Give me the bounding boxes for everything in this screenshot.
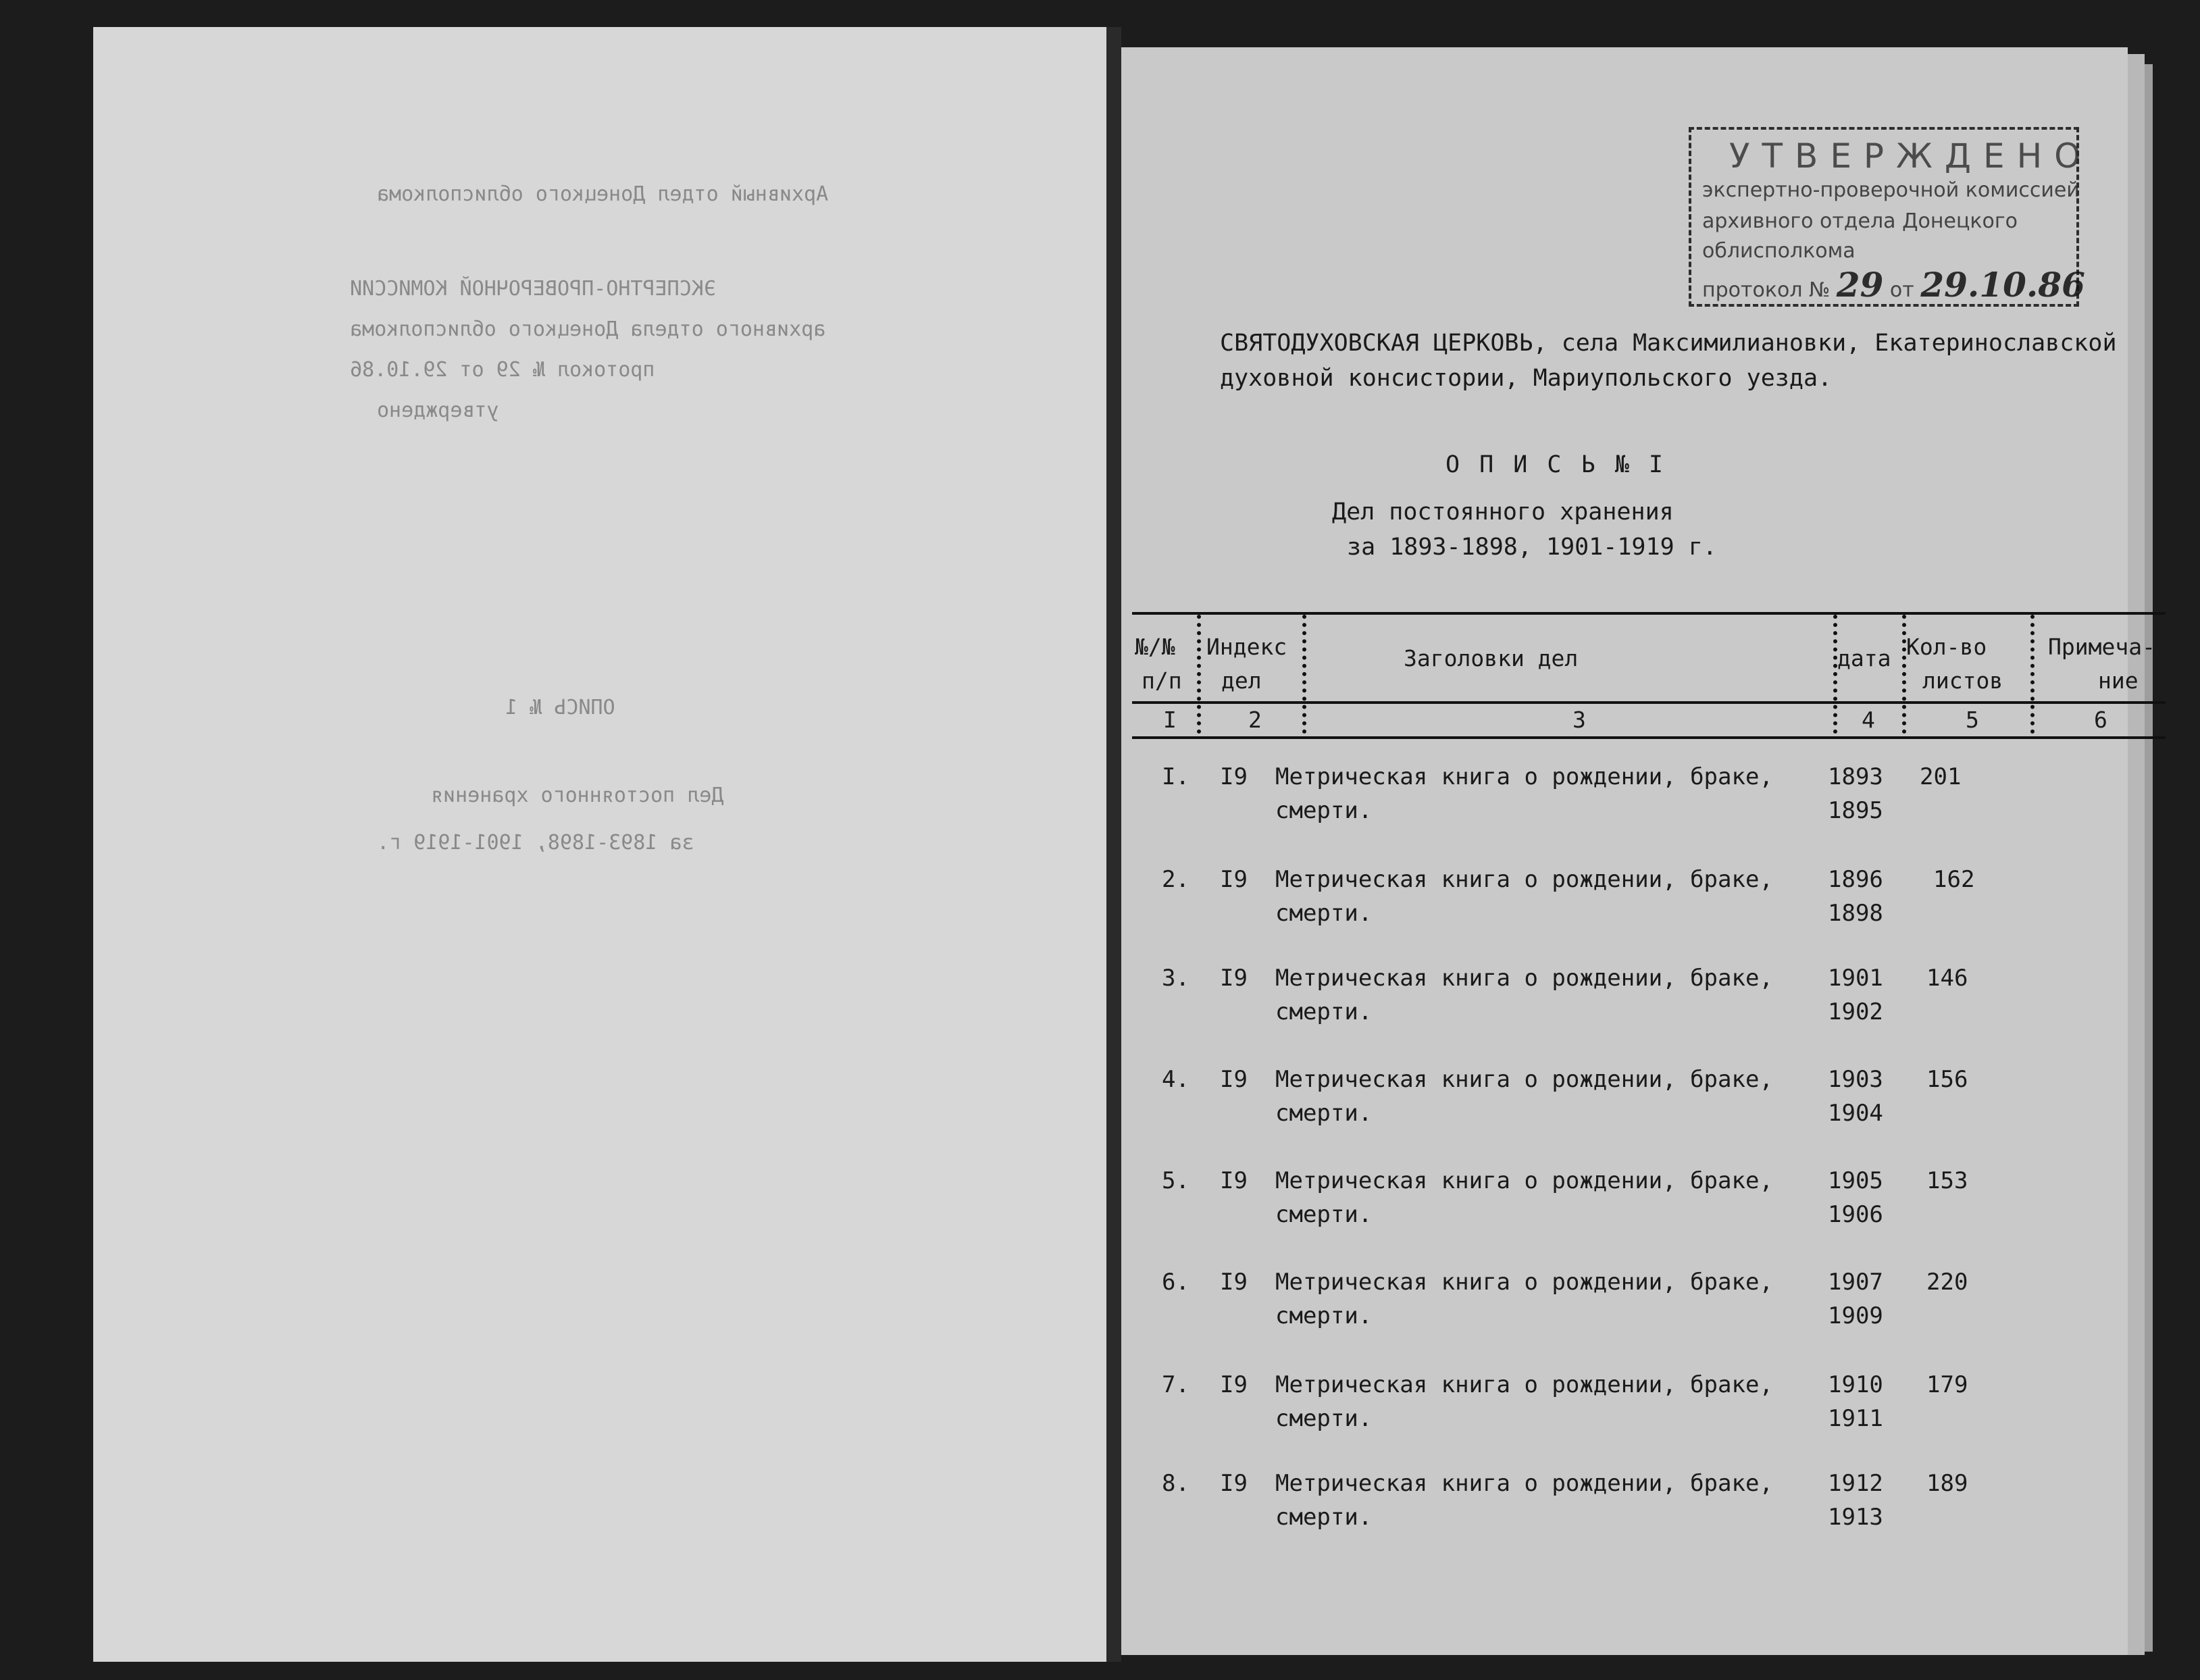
row-title-cont: смерти. bbox=[1275, 998, 1373, 1025]
table-header-rule bbox=[1132, 701, 2166, 704]
row-sheets: 156 bbox=[1926, 1066, 1968, 1093]
row-number: 6. bbox=[1162, 1269, 1189, 1296]
row-date-start: 1905 bbox=[1828, 1167, 1883, 1194]
stamp-title: УТВЕРЖДЕНО bbox=[1729, 136, 2093, 176]
row-index: I9 bbox=[1220, 1269, 1248, 1296]
row-sheets: 189 bbox=[1926, 1470, 1968, 1497]
inventory-title: О П И С Ь № I bbox=[1446, 451, 1666, 478]
col-number: 2 bbox=[1248, 707, 1262, 733]
stamp-line: архивного отдела Донецкого bbox=[1702, 209, 2018, 233]
row-date-end: 1904 bbox=[1828, 1100, 1883, 1127]
row-sheets: 146 bbox=[1926, 965, 1968, 992]
column-divider bbox=[1197, 615, 1201, 734]
ghost-text-line: протокол № 29 от 29.10.86 bbox=[350, 358, 655, 382]
column-divider bbox=[2030, 615, 2035, 734]
row-number: 4. bbox=[1162, 1066, 1189, 1093]
row-number: 2. bbox=[1162, 866, 1189, 893]
table-top-rule bbox=[1132, 612, 2166, 615]
row-title-cont: смерти. bbox=[1275, 1100, 1373, 1127]
row-title: Метрическая книга о рождении, браке, bbox=[1275, 1269, 1773, 1296]
row-index: I9 bbox=[1220, 965, 1248, 992]
col-header-sheets: Кол-во bbox=[1906, 634, 1987, 660]
col-header-index: Индекс bbox=[1206, 634, 1287, 660]
col-number: 6 bbox=[2094, 707, 2107, 733]
row-date-end: 1909 bbox=[1828, 1302, 1883, 1329]
column-divider bbox=[1833, 615, 1837, 734]
left-page bbox=[93, 27, 1106, 1662]
row-title: Метрическая книга о рождении, браке, bbox=[1275, 1470, 1773, 1497]
col-header-number: №/№ bbox=[1135, 634, 1175, 660]
row-title-cont: смерти. bbox=[1275, 1302, 1373, 1329]
stamp-protocol-number: 29 bbox=[1836, 265, 1884, 305]
row-title: Метрическая книга о рождении, браке, bbox=[1275, 763, 1773, 790]
row-date-start: 1903 bbox=[1828, 1066, 1883, 1093]
table-numbering-rule bbox=[1132, 736, 2166, 739]
col-number: 5 bbox=[1966, 707, 1979, 733]
row-index: I9 bbox=[1220, 1167, 1248, 1194]
ghost-text-line: ЭКСПЕРТНО-ПРОВЕРОЧНОЙ КОМИССИИ bbox=[350, 277, 716, 301]
page-edge bbox=[2145, 64, 2153, 1652]
row-sheets: 201 bbox=[1920, 763, 1962, 790]
column-divider bbox=[1302, 615, 1306, 734]
row-date-end: 1902 bbox=[1828, 998, 1883, 1025]
col-number: 3 bbox=[1572, 707, 1586, 733]
stamp-date: 29.10.86 bbox=[1920, 265, 2085, 305]
book-spine bbox=[1106, 27, 1121, 1662]
row-title: Метрическая книга о рождении, браке, bbox=[1275, 1167, 1773, 1194]
row-date-end: 1906 bbox=[1828, 1201, 1883, 1228]
row-title: Метрическая книга о рождении, браке, bbox=[1275, 965, 1773, 992]
col-header-sheets-sub: листов bbox=[1922, 667, 2003, 694]
row-date-end: 1898 bbox=[1828, 900, 1883, 927]
row-sheets: 179 bbox=[1926, 1371, 1968, 1398]
row-index: I9 bbox=[1220, 1470, 1248, 1497]
row-sheets: 220 bbox=[1926, 1269, 1968, 1296]
row-index: I9 bbox=[1220, 866, 1248, 893]
page-edge bbox=[2128, 54, 2145, 1655]
row-date-end: 1913 bbox=[1828, 1504, 1883, 1531]
col-header-titles: Заголовки дел bbox=[1404, 645, 1579, 671]
row-date-start: 1907 bbox=[1828, 1269, 1883, 1296]
row-title: Метрическая книга о рождении, браке, bbox=[1275, 866, 1773, 893]
row-date-start: 1912 bbox=[1828, 1470, 1883, 1497]
row-title: Метрическая книга о рождении, браке, bbox=[1275, 1066, 1773, 1093]
col-header-number-sub: п/п bbox=[1142, 667, 1182, 694]
church-header-line: духовной консистории, Мариупольского уезда. bbox=[1220, 365, 1833, 392]
stamp-line: облисполкома bbox=[1702, 239, 1856, 263]
ghost-text-line: Дел постоянного хранения bbox=[431, 784, 724, 807]
ghost-text-line: за 1893-1898, 1901-1919 г. bbox=[377, 831, 694, 855]
col-header-date: дата bbox=[1837, 645, 1891, 671]
row-number: I. bbox=[1162, 763, 1189, 790]
ghost-text-line: Архивный отдел Донецкого облисполкома bbox=[377, 182, 829, 206]
row-date-start: 1901 bbox=[1828, 965, 1883, 992]
col-number: 4 bbox=[1862, 707, 1875, 733]
stamp-line: экспертно-проверочной комиссией bbox=[1702, 178, 2080, 202]
row-date-start: 1893 bbox=[1828, 763, 1883, 790]
ghost-text-line: архивного отдела Донецкого облисполкома bbox=[350, 317, 826, 341]
inventory-period: за 1893-1898, 1901-1919 г. bbox=[1347, 534, 1717, 561]
row-sheets: 153 bbox=[1926, 1167, 1968, 1194]
row-title-cont: смерти. bbox=[1275, 797, 1373, 824]
row-number: 5. bbox=[1162, 1167, 1189, 1194]
stamp-protocol-line bbox=[1702, 265, 2085, 305]
row-title-cont: смерти. bbox=[1275, 1201, 1373, 1228]
col-header-notes: Примеча- bbox=[2048, 634, 2155, 660]
row-title-cont: смерти. bbox=[1275, 900, 1373, 927]
church-header-line: СВЯТОДУХОВСКАЯ ЦЕРКОВЬ, села Максимилиановки, Екатеринославской bbox=[1220, 330, 2117, 357]
row-title: Метрическая книга о рождении, браке, bbox=[1275, 1371, 1773, 1398]
row-title-cont: смерти. bbox=[1275, 1405, 1373, 1432]
col-number: I bbox=[1163, 707, 1177, 733]
row-index: I9 bbox=[1220, 1066, 1248, 1093]
row-sheets: 162 bbox=[1933, 866, 1975, 893]
row-date-start: 1896 bbox=[1828, 866, 1883, 893]
col-header-index-sub: дел bbox=[1221, 667, 1262, 694]
ghost-text-line: утверждено bbox=[377, 399, 499, 422]
row-date-end: 1895 bbox=[1828, 797, 1883, 824]
row-index: I9 bbox=[1220, 1371, 1248, 1398]
row-number: 7. bbox=[1162, 1371, 1189, 1398]
stamp-from-label: от bbox=[1889, 278, 1914, 302]
row-title-cont: смерти. bbox=[1275, 1504, 1373, 1531]
col-header-notes-sub: ние bbox=[2098, 667, 2139, 694]
approval-stamp bbox=[1689, 127, 2093, 307]
stamp-protocol-prefix: протокол № bbox=[1702, 278, 1831, 302]
row-number: 8. bbox=[1162, 1470, 1189, 1497]
ghost-text-line: ОПИСЬ № 1 bbox=[505, 696, 615, 719]
row-date-start: 1910 bbox=[1828, 1371, 1883, 1398]
column-divider bbox=[1902, 615, 1906, 734]
row-date-end: 1911 bbox=[1828, 1405, 1883, 1432]
inventory-subtitle: Дел постоянного хранения bbox=[1332, 499, 1674, 526]
row-index: I9 bbox=[1220, 763, 1248, 790]
row-number: 3. bbox=[1162, 965, 1189, 992]
